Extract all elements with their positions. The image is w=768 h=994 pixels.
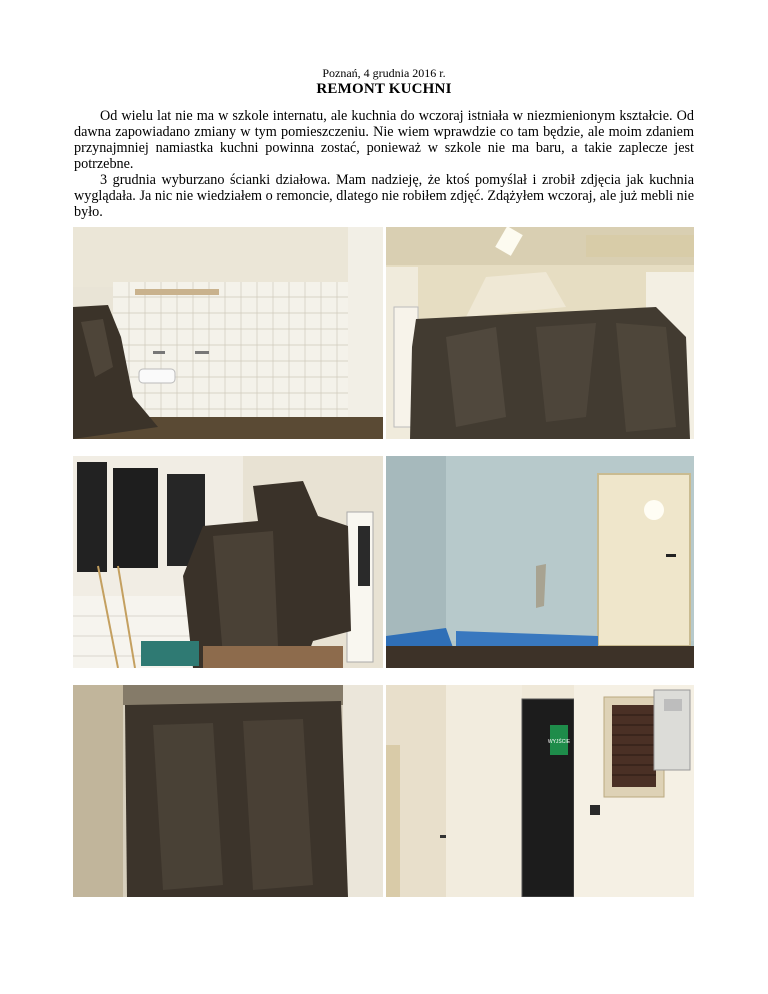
photo-window-covered-equipment — [73, 456, 383, 668]
article-body — [74, 108, 694, 220]
photo-covered-hood — [386, 227, 694, 439]
page-title: REMONT KUCHNI — [316, 81, 452, 97]
exit-sign: WYJŚCIE — [547, 739, 571, 745]
photo-large-covered-wall — [73, 685, 383, 897]
photo-tiled-wall-sink — [73, 227, 383, 439]
photo-blue-wall-door — [386, 456, 694, 668]
paragraph-2: 3 grudnia wyburzano ścianki działowa. Mam nadzieję, że ktoś pomyślał i zrobił zdjęcia jak kuchnia wyglądała. Ja nic nie wiedziałem o remoncie, dlatego nie robiłem zdjęć. Zdążyłem wczoraj, ale już mebli nie było. — [74, 172, 694, 220]
paragraph-1: Od wielu lat nie ma w szkole internatu, ale kuchnia do wczoraj istniała w niezmienionym kształcie. Od dawna zapowiadano zmiany w tym pomieszczeniu. Nie wiem wprawdzie co tam będzie, ale moim zdaniem przynajmniej namiastka kuchni powinna zostać, ponieważ w szkole nie ma baru, a takie zaplecze jest potrzebne. — [74, 108, 694, 172]
photo-corridor-exit-door — [386, 685, 694, 897]
dateline: Poznań, 4 grudnia 2016 r. — [322, 66, 446, 80]
